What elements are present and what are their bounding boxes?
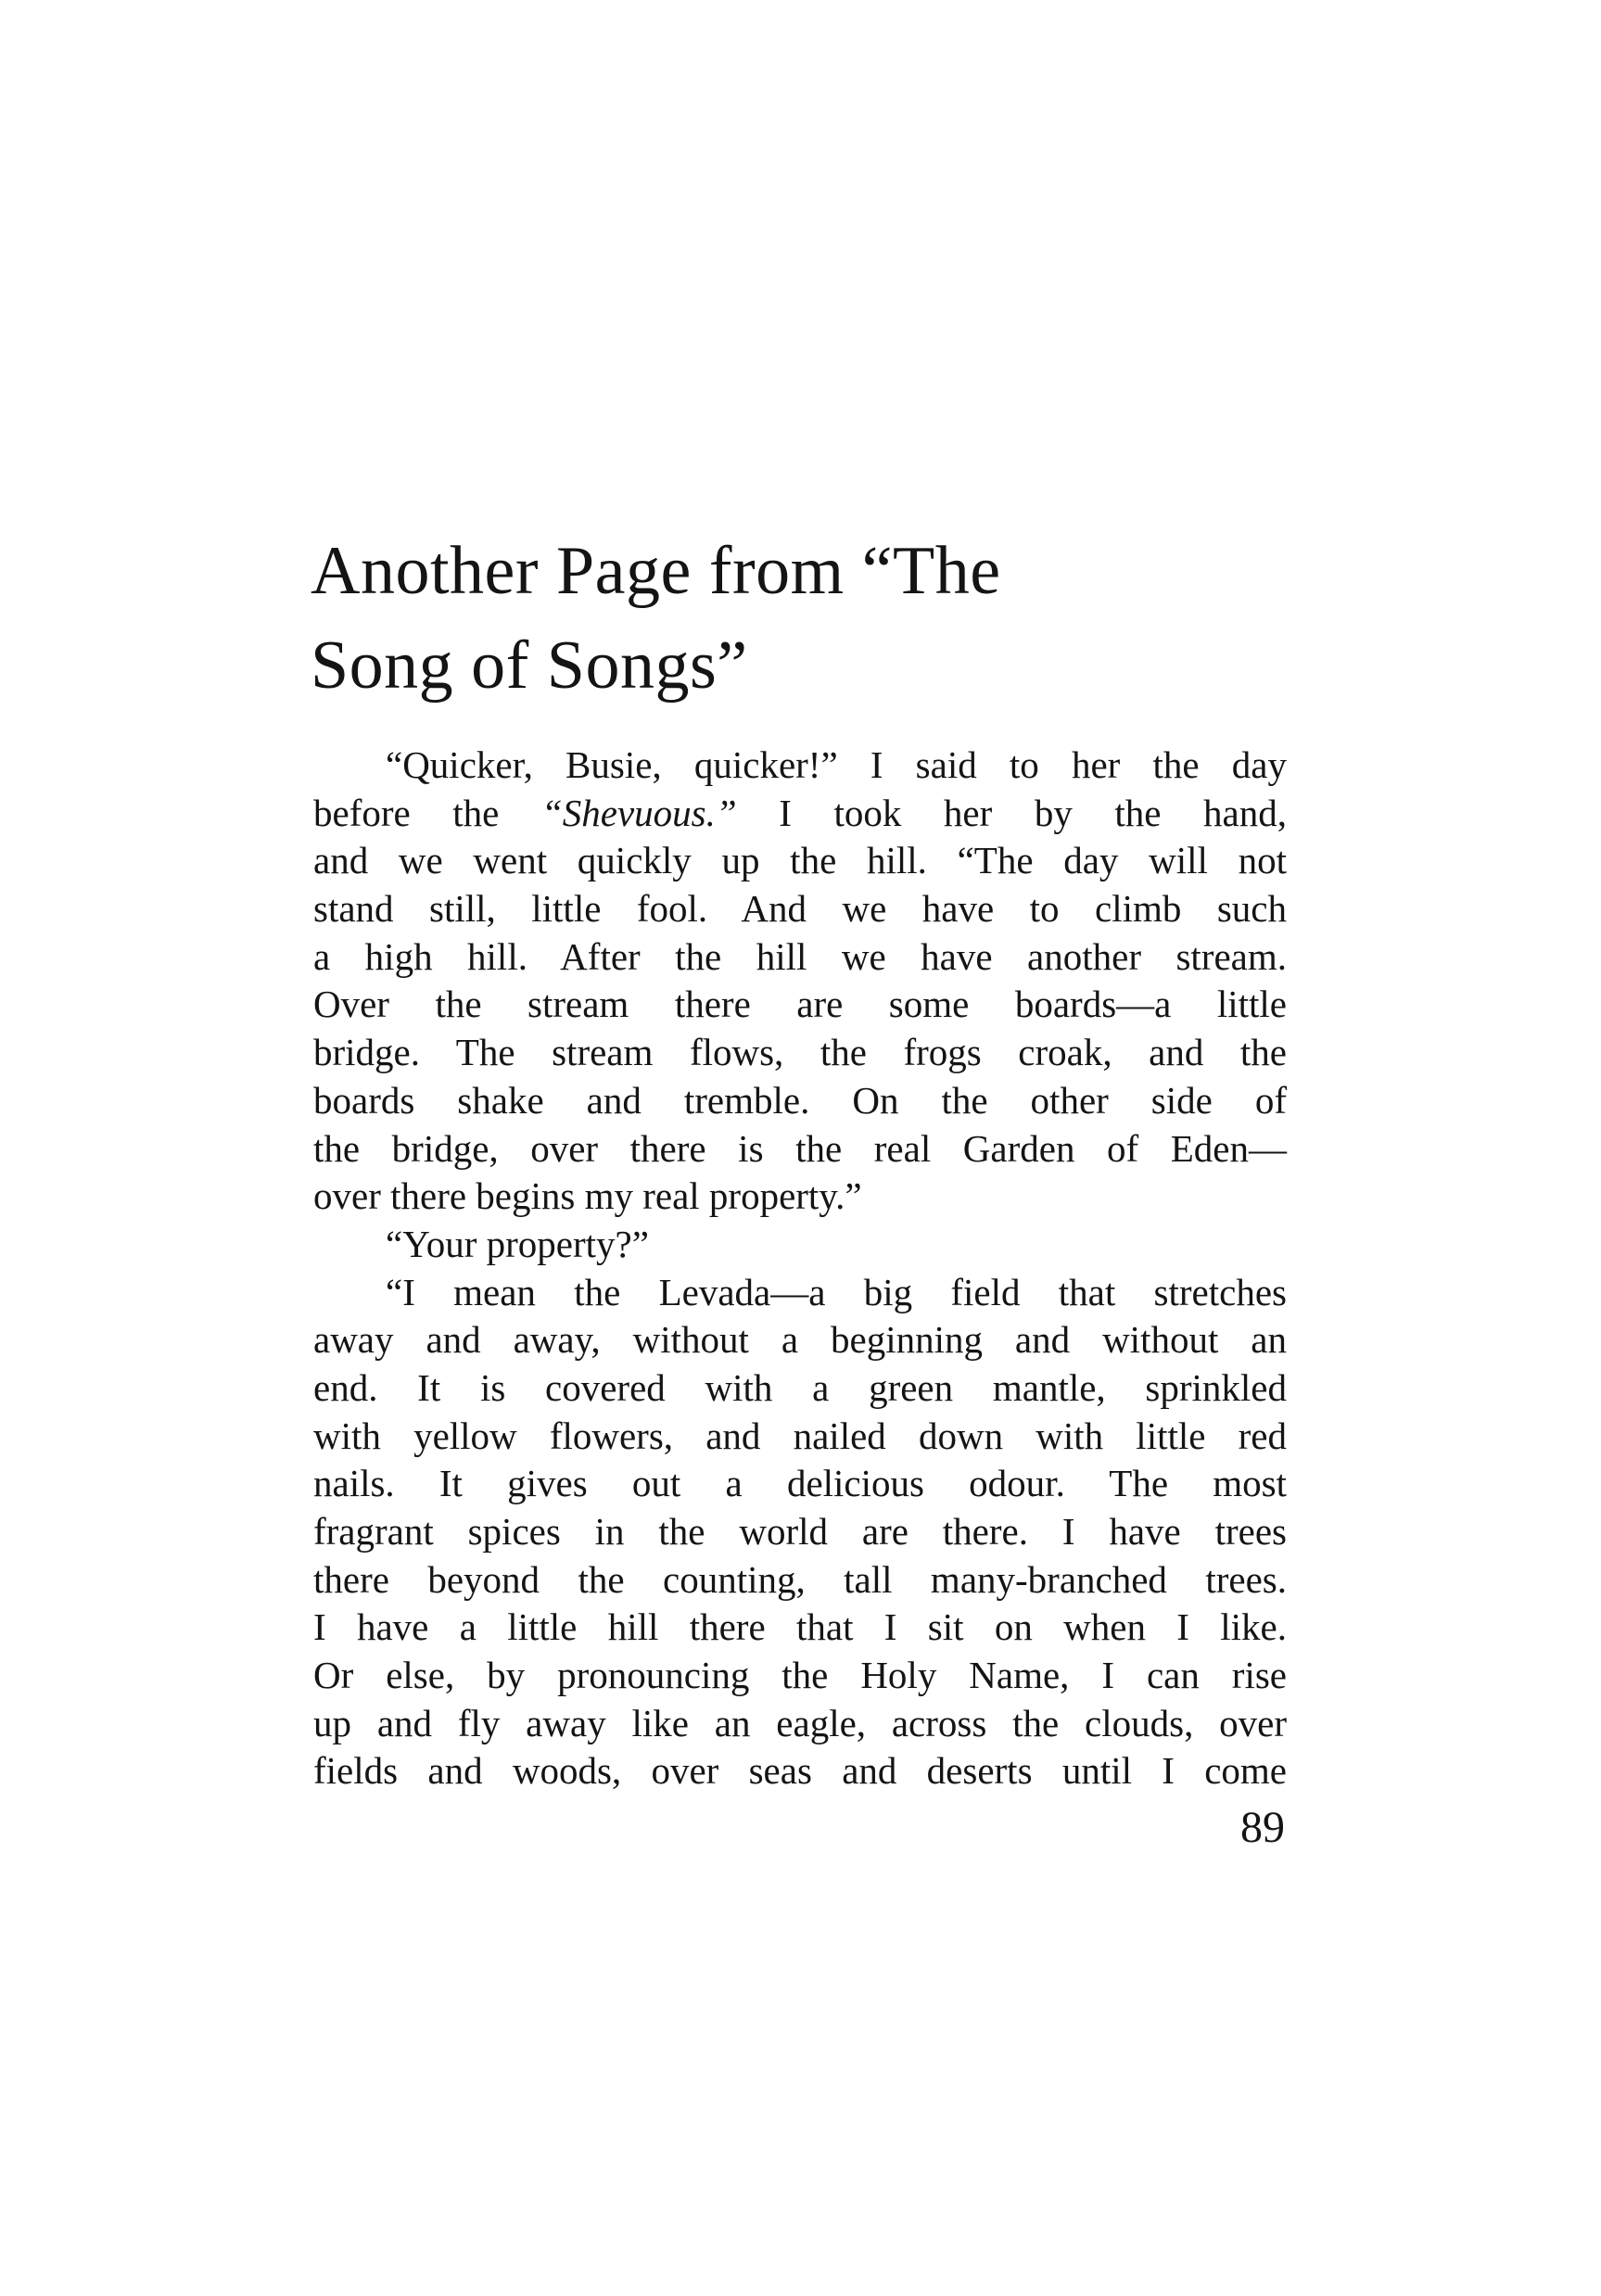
chapter-title-line: Another Page from “The — [311, 533, 1001, 609]
page-number: 89 — [1240, 1803, 1285, 1852]
chapter-title — [311, 524, 1284, 713]
text-line: the bridge, over there is the real Garden of Eden— — [313, 1126, 1287, 1170]
text-line: end. It is covered with a green mantle, sprinkled — [313, 1365, 1287, 1409]
text-line: a high hill. After the hill we have another stream. — [313, 934, 1287, 978]
text-line: boards shake and tremble. On the other side of — [313, 1078, 1287, 1122]
body-text — [313, 742, 1287, 1795]
text-line: “I mean the Levada—a big field that stretches — [386, 1270, 1287, 1313]
text-line: “Your property?” — [386, 1222, 649, 1265]
text-line: up and fly away like an eagle, across the clouds, over — [313, 1701, 1287, 1744]
text-line: stand still, little fool. And we have to climb such — [313, 887, 1287, 931]
chapter-title-line: Song of Songs” — [311, 628, 748, 704]
text-line: “Quicker, Busie, quicker!” I said to her the day — [386, 743, 1287, 786]
text-line: bridge. The stream flows, the frogs croak, and the — [313, 1031, 1287, 1074]
italic-term: “Shevuous.” — [540, 791, 737, 834]
text-line: and we went quickly up the hill. “The day will not — [313, 839, 1287, 882]
text-line: away and away, without a beginning and without an — [313, 1318, 1287, 1362]
text-line: Or else, by pronouncing the Holy Name, I can rise — [313, 1654, 1287, 1697]
text-line: nails. It gives out a delicious odour. The most — [313, 1462, 1287, 1505]
text-line: over there begins my real property.” — [313, 1174, 862, 1218]
text-line: fragrant spices in the world are there. I have trees — [313, 1510, 1287, 1553]
text-line: I have a little hill there that I sit on when I like. — [313, 1605, 1287, 1649]
text-line: with yellow flowers, and nailed down with little red — [313, 1414, 1287, 1457]
text-line: before the “Shevuous.” I took her by the hand, — [313, 791, 1287, 834]
text-line: Over the stream there are some boards—a little — [313, 983, 1287, 1026]
text-line: there beyond the counting, tall many-branched trees. — [313, 1557, 1287, 1601]
text-line: fields and woods, over seas and deserts until I come — [313, 1749, 1287, 1793]
